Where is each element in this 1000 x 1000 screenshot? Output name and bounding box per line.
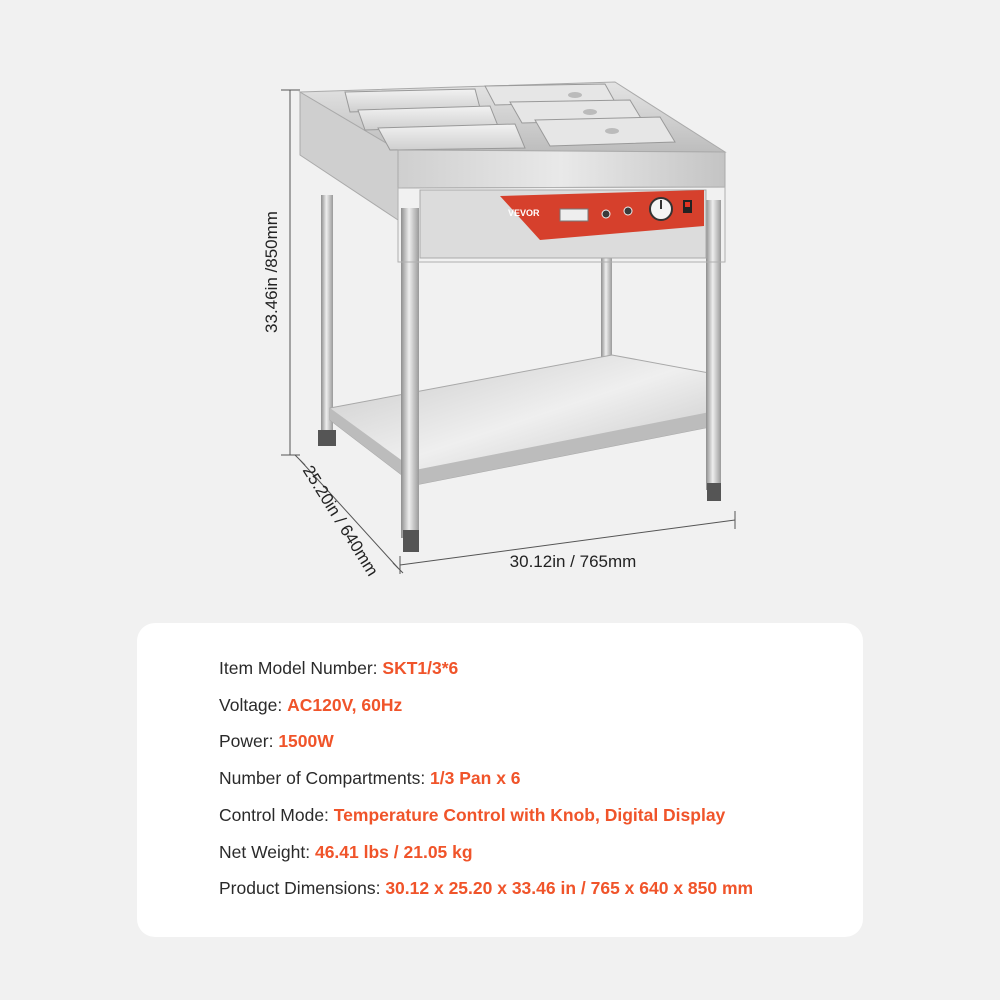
undershelf <box>330 355 720 485</box>
spec-key: Number of Compartments: <box>219 768 431 788</box>
spec-value: Temperature Control with Knob, Digital Display <box>333 805 726 825</box>
indicator-light-2 <box>624 207 632 215</box>
spec-value: AC120V, 60Hz <box>287 695 403 715</box>
spec-key: Item Model Number: <box>219 658 383 678</box>
spec-compartments <box>219 768 521 789</box>
spec-key: Product Dimensions: <box>219 878 386 898</box>
spec-value: 1500W <box>278 731 334 751</box>
spec-key: Voltage: <box>219 695 288 715</box>
front-face <box>398 150 725 188</box>
indicator-light-1 <box>602 210 610 218</box>
spec-value: 30.12 x 25.20 x 33.46 in / 765 x 640 x 850 mm <box>385 878 754 898</box>
height-dimension-line <box>281 90 300 455</box>
spec-model-number <box>219 658 458 679</box>
back-left-foot <box>318 430 336 446</box>
spec-key: Net Weight: <box>219 842 315 862</box>
width-dimension-label: 30.12in / 765mm <box>509 552 637 571</box>
specifications-card <box>137 623 863 937</box>
digital-display <box>560 209 588 221</box>
front-right-foot <box>707 483 721 501</box>
spec-value: SKT1/3*6 <box>382 658 459 678</box>
front-right-leg <box>706 200 721 490</box>
spec-power <box>219 731 334 752</box>
spec-voltage <box>219 695 402 716</box>
spec-net-weight <box>219 842 473 863</box>
spec-product-dimensions <box>219 878 753 899</box>
front-left-foot <box>403 530 419 552</box>
height-dimension-label: 33.46in /850mm <box>262 211 281 333</box>
spec-value: 1/3 Pan x 6 <box>430 768 521 788</box>
spec-key: Power: <box>219 731 279 751</box>
spec-key: Control Mode: <box>219 805 334 825</box>
depth-dimension-label: 25.20in / 640mm <box>298 462 383 580</box>
spec-value: 46.41 lbs / 21.05 kg <box>314 842 473 862</box>
front-left-leg <box>401 208 419 538</box>
brand-logo: VEVOR <box>508 208 540 218</box>
spec-control-mode <box>219 805 725 826</box>
